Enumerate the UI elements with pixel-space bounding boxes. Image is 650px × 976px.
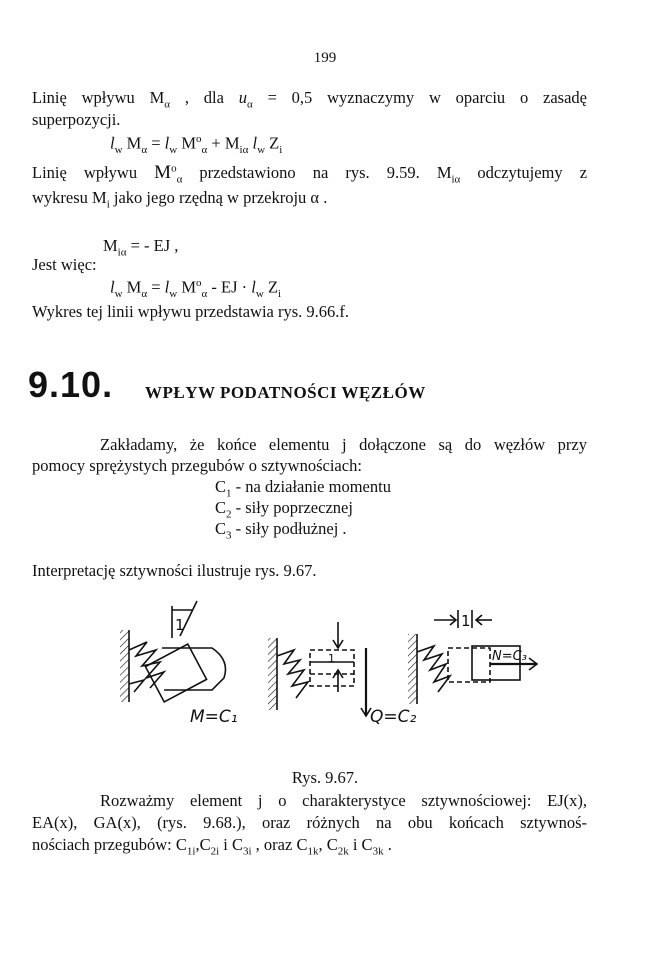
para4-line-3: nościach przegubów: $C_{1i},C_{2i}$ i $C_{3i}$ , oraz $C_{1k}$, $C_{2k}$ i $C_{3k}$ . [32,835,392,858]
page-number: 199 [313,50,337,66]
figure-9-67 [112,598,552,728]
axial-unit-label: 1 [461,612,471,630]
para2-line-1: Linię wpływu $M^o_\alpha$ przedstawiono na rys. 9.59. $M_{i\alpha}$ odczytujemy z [32,162,588,186]
interpretation-line: Interpretację sztywności ilustruje rys. 9.67. [32,561,317,580]
para2-line-2: wykresu $M_i$ jako jego rzędną w przekroju α . [32,188,328,211]
equation-2: $M_{i\alpha}$ = - EJ , [103,236,179,259]
transverse-spring-sketch [268,622,416,727]
axial-spring-sketch [408,610,537,704]
axial-stiffness-label: N=C₃ [492,649,527,664]
equation-3: $l_w$ $M_\alpha = l_w$ $M^o_\alpha$ - EJ · $l_w$ $Z_i$ [110,277,282,300]
stiffness-item-2: $C_2$ - siły poprzecznej [215,498,353,521]
shear-stiffness-label: Q=C₂ [370,707,417,727]
para4-line-1: Rozważmy element j o charakterystyce sztywnościowej: EJ(x), [100,791,587,810]
para3-line-1: Zakładamy, że końce elementu j dołączone są do węzłów przy [100,435,587,454]
intro-line-1: Linię wpływu $M_\alpha$ , dla $u_\alpha = 0,5$ wyznaczymy w oparciu o zasadę [32,88,587,111]
equation-1: $l_w$ $M_\alpha = l_w$ $M^o_\alpha + M_{i\alpha}$ $l_w$ $Z_i$ [110,133,283,156]
transverse-unit-label: 1 [328,652,335,665]
section-title: WPŁYW PODATNOŚCI WĘZŁÓW [145,383,426,402]
rotational-angle-label: 1 [175,616,185,634]
stiffness-item-3: $C_3$ - siły podłużnej . [215,519,347,542]
figure-caption: Rys. 9.67. [291,768,359,787]
para4-line-2: EA(x), GA(x), (rys. 9.68.), oraz różnych na obu końcach sztywnoś- [32,813,587,832]
moment-stiffness-label: M=C₁ [190,707,238,727]
wykres-line: Wykres tej linii wpływu przedstawia rys. 9.66.f. [32,302,350,321]
para3-line-2: pomocy sprężystych przegubów o sztywnościach: [32,456,362,475]
rotational-spring-sketch [120,601,238,727]
section-number: 9.10. [28,364,114,405]
stiffness-item-1: $C_1$ - na działanie momentu [215,477,391,500]
intro-line-2: superpozycji. [32,110,121,129]
jest-wiec: Jest więc: [32,255,97,274]
